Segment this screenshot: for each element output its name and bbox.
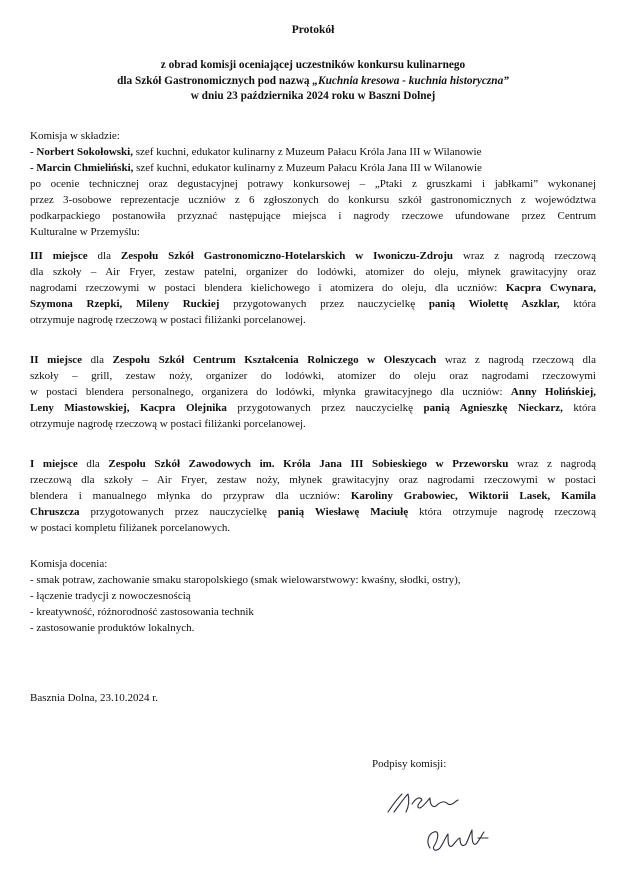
- committee-section: [30, 128, 596, 240]
- first-place-line: [30, 504, 596, 520]
- signatures-label: Podpisy komisji:: [372, 758, 447, 770]
- second-place-line: [30, 384, 596, 400]
- third-place-text: która: [559, 298, 596, 310]
- third-place-teacher: panią Wiolettę Aszklar,: [428, 298, 560, 310]
- third-place-students: Szymona Rzepki, Mileny Ruckiej: [30, 298, 220, 310]
- connector-text: dla: [87, 250, 121, 262]
- first-place-text: która otrzymuje nagrodę rzeczową: [408, 506, 596, 518]
- place-and-date: Basznia Dolna, 23.10.2024 r.: [30, 692, 159, 704]
- first-place-line: w postaci kompletu filiżanek porcelanowych.: [30, 522, 231, 534]
- second-place-students: Anny Holińskiej,: [510, 386, 596, 398]
- contest-name: „Kuchnia kresowa - kuchnia historyczna”: [312, 74, 509, 87]
- third-place-students: Kacpra Cwynara,: [505, 282, 597, 294]
- second-place-line: otrzymuje nagrodę rzeczową w postaci filiżanki porcelanowej.: [30, 418, 306, 430]
- committee-intro: Komisja w składzie:: [30, 130, 120, 142]
- appreciation-item: - zastosowanie produktów lokalnych.: [30, 622, 195, 634]
- appreciation-item: - łączenie tradycji z nowoczesnością: [30, 590, 191, 602]
- committee-text-line: po ocenie technicznej oraz degustacyjnej potrawy konkursowej – „Ptaki z gruszkami i jabłkami” wykonanej: [30, 178, 596, 190]
- second-place-label: II miejsce: [30, 354, 82, 366]
- second-place-section: [30, 352, 596, 432]
- committee-text-line: przez 3-osobowe reprezentacje uczniów z 6 zgłoszonych do konkursu szkół gastronomicznych z województwa: [30, 194, 596, 206]
- first-place-label: I miejsce: [30, 458, 78, 470]
- third-place-section: [30, 248, 596, 328]
- committee-appreciation: [30, 556, 596, 636]
- committee-text-line: podkarpackiego postanowiła przyznać następujące miejsca i nagrody rzeczowe ufundowane przez Centrum: [30, 210, 596, 222]
- first-place-text: blendera i manualnego młynka do przypraw dla uczniów:: [30, 490, 351, 502]
- first-place-students: Chruszcza: [30, 506, 80, 518]
- second-place-students: Leny Miastowskiej, Kacpra Olejnika: [30, 402, 227, 414]
- heading-line-1: z obrad komisji oceniającej uczestników konkursu kulinarnego: [160, 59, 466, 71]
- first-place-section: [30, 456, 596, 536]
- heading-line-2-text: dla Szkół Gastronomicznych pod nazwą: [117, 74, 313, 87]
- appreciation-item: - kreatywność, różnorodność zastosowania technik: [30, 606, 254, 618]
- second-place-school: Zespołu Szkół Centrum Kształcenia Rolniczego w Oleszycach: [112, 354, 437, 366]
- third-place-text: nagrodami rzeczowymi w postaci blendera kielichowego i atomizera do oleju, dla uczniów:: [30, 282, 506, 294]
- second-place-text: w postaci blendera personalnego, organizera do lodówki, młynka grawitacyjnego dla uczniów:: [30, 386, 511, 398]
- second-place-text: która: [562, 402, 596, 414]
- third-place-line: [30, 280, 596, 296]
- third-place-text: wraz z nagrodą rzeczową: [453, 250, 596, 262]
- third-place-school: Zespołu Szkół Gastronomiczno-Hotelarskich w Iwoniczu-Zdroju: [120, 250, 454, 262]
- first-place-line: [30, 456, 596, 472]
- heading-line-3: w dniu 23 października 2024 roku w Baszni Dolnej: [190, 90, 436, 102]
- first-place-students: Karoliny Grabowiec, Wiktorii Lasek, Kamila: [350, 490, 596, 502]
- third-place-line: [30, 296, 596, 312]
- third-place-line: otrzymuje nagrodę rzeczową w postaci filiżanki porcelanowej.: [30, 314, 306, 326]
- third-place-text: przygotowanych przez nauczycielkę: [219, 298, 429, 310]
- third-place-label: III miejsce: [30, 250, 88, 262]
- first-place-line: rzeczową dla szkoły – Air Fryer, zestaw noży, młynek grawitacyjny oraz nagrodami rzeczowymi w postaci: [30, 474, 596, 486]
- signature-1: [388, 794, 458, 812]
- member-2-name: - Marcin Chmieliński,: [30, 162, 134, 174]
- appreciation-intro: Komisja docenia:: [30, 558, 108, 570]
- heading-line-2: [0, 74, 626, 90]
- member-2-role: szef kuchni, edukator kulinarny z Muzeum Pałacu Króla Jana III w Wilanowie: [133, 162, 482, 174]
- first-place-teacher: panią Wiesławę Maciułę: [277, 506, 409, 518]
- committee-member-2: [30, 160, 596, 176]
- second-place-line: [30, 352, 596, 368]
- third-place-line: [30, 248, 596, 264]
- second-place-text: przygotowanych przez nauczycielkę: [226, 402, 424, 414]
- second-place-teacher: panią Agnieszkę Nieckarz,: [423, 402, 563, 414]
- document-title: Protokół: [291, 24, 335, 36]
- committee-text-line: Kulturalne w Przemyślu:: [30, 226, 140, 238]
- handwritten-signatures: [382, 786, 502, 866]
- first-place-school: Zespołu Szkół Zawodowych im. Króla Jana III Sobieskiego w Przeworsku: [108, 458, 509, 470]
- connector-text: dla: [82, 354, 113, 366]
- first-place-line: [30, 488, 596, 504]
- second-place-text: wraz z nagrodą rzeczową dla: [436, 354, 596, 366]
- member-1-role: szef kuchni, edukator kulinarny z Muzeum Pałacu Króla Jana III w Wilanowie: [132, 146, 482, 158]
- signature-2: [428, 830, 488, 850]
- first-place-text: przygotowanych przez nauczycielkę: [79, 506, 278, 518]
- third-place-line: dla szkoły – Air Fryer, zestaw patelni, organizer do lodówki, atomizer do oleju, młynek grawitacyjny oraz: [30, 266, 596, 278]
- second-place-line: szkoły – grill, zestaw noży, organizer do lodówki, atomizer do oleju oraz nagrodami rzeczowymi: [30, 370, 596, 382]
- member-1-name: - Norbert Sokołowski,: [30, 146, 133, 158]
- appreciation-item: - smak potraw, zachowanie smaku staropolskiego (smak wielowarstwowy: kwaśny, słodki, ostry),: [30, 574, 461, 586]
- committee-member-1: [30, 144, 596, 160]
- second-place-line: [30, 400, 596, 416]
- connector-text: dla: [77, 458, 109, 470]
- first-place-text: wraz z nagrodą: [508, 458, 596, 470]
- document-heading: [0, 58, 626, 105]
